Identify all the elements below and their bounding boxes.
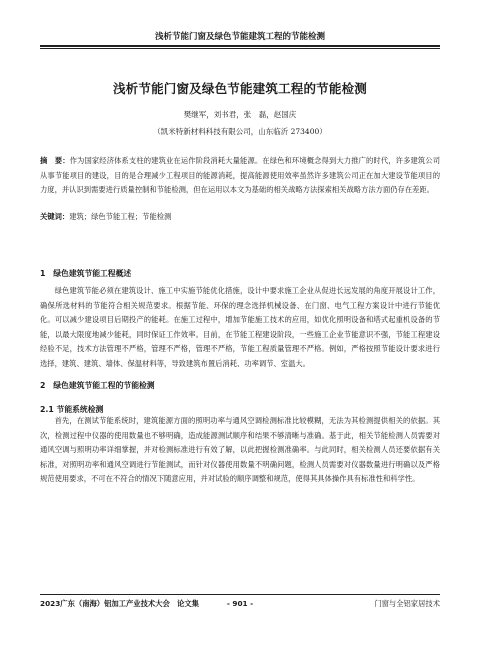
footer-rule [40, 594, 440, 595]
section-2-1-paragraph: 首先，在测试节能系统时，建筑能源方面的照明功率与通风空调检测标准比较模糊，无法为其检测提供相关的依据。其次，检测过程中仪器的使用数量也不够明确，造成能源测试顺序和结果不够清晰与准确。基于此，相关节能检测人员需要对通风空调与照明功率详细掌握，并对检测标准进行有效了解，以此把握检测准确率。与此同时，相关检测人员还要依据有关标准，对照明功率和通风空调进行节能测试，而针对仪器使用数量不明确问题，检测人员需要对仪器数量进行明确以及严格规范使用要求，不可在不符合的情况下随意应用，并对试验的顺序调整和规范，使得其具体操作具有标准性和科学性。 [40, 416, 440, 483]
header-rule [40, 45, 440, 47]
section-2-heading: 2 绿色建筑节能工程的节能检测 [40, 381, 155, 390]
abstract [40, 154, 440, 198]
abstract-label: 摘 要： [40, 156, 70, 165]
keywords-text: 建筑；绿色节能工程；节能检测 [69, 212, 172, 221]
abstract-text: 作为国家经济体系支柱的建筑业在运作阶段消耗大量能源。在绿色和环境概念得到大力推广的时代，许多建筑公司从事节能项目的建设，目的是合理减少工程项目的能源消耗，提高能源使用效率虽然许多建筑公司正在加大建设节能项目的力度，并认识到需要进行质量控制和节能检测，但在运用以本文为基础的相关战略方法探索相关战略方法方面仍存在差距。 [40, 156, 440, 194]
keywords-label: 关键词： [40, 212, 70, 221]
section-1-paragraph: 绿色建筑节能必须在建筑设计、施工中实施节能优化措施，设计中要求施工企业从促进长远发展的角度开展设计工作，确保所选材料的节能符合相关规范要求。根据节能、环保的理念选择机械设备、在门窗、电气工程方案设计中进行节能优化。可以减少建设项目后期投产的能耗。在施工过程中，增加节能施工技术的应用，如优化照明设备和塔式起重机设备的节能，以最大限度地减少能耗，同时保证工作效率。目前，在节能工程建设阶段，一些施工企业节能意识不强，节能工程建设经验不足，技术方法管理不严格，管理不严格，管理不严格，节能工程质量管理不严格。例如，严格按照节能设计要求进行选择，建筑、建筑、墙体、保温材料等，导致建筑布置后消耗、功率调节、室温大。 [40, 286, 440, 368]
paper-title: 浅析节能门窗及绿色节能建筑工程的节能检测 [112, 81, 367, 96]
page-number: - 901 - [226, 599, 254, 608]
footer-journal: 门窗与全铝家居技术 [374, 599, 440, 608]
affiliation: （凯米特新材料科技有限公司，山东临沂 273400） [153, 127, 327, 136]
authors: 樊继军，刘书君，张 磊，赵国庆 [183, 110, 297, 119]
header-rule-thin [40, 48, 440, 49]
running-head: 浅析节能门窗及绿色节能建筑工程的节能检测 [154, 32, 325, 42]
section-2-1-heading: 2.1 节能系统检测 [40, 405, 104, 414]
keywords [40, 210, 440, 225]
footer-proceedings: 2023广东（南海）铝加工产业技术大会 论文集 [40, 599, 199, 608]
section-1-heading: 1 绿色建筑节能工程概述 [40, 269, 132, 278]
